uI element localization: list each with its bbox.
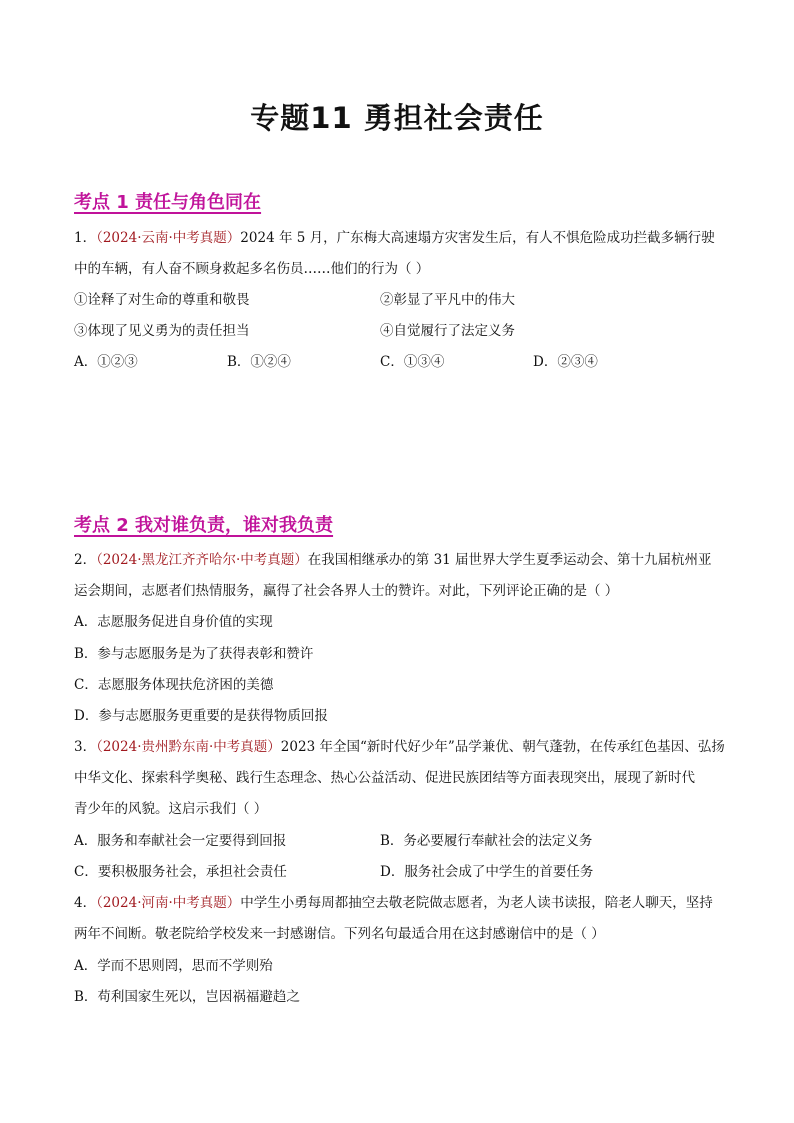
question-text: 在我国相继承办的第 31 届世界大学生夏季运动会、第十九届杭州亚: [307, 552, 712, 568]
question-number: 2．: [74, 552, 97, 568]
question-1-line-1: [74, 229, 715, 247]
question-4-line-1: [74, 894, 713, 912]
statement-2: ②彰显了平凡中的伟大: [380, 292, 515, 308]
question-number: 3．: [74, 739, 97, 755]
option-b: B．苟利国家生死以，岂因祸福避趋之: [74, 989, 300, 1005]
question-source: （2024·贵州黔东南·中考真题）: [96, 739, 281, 755]
question-3-line-2: 中华文化、探索科学奥秘、践行生态理念、热心公益活动、促进民族团结等方面表现突出，展现了新时代: [74, 770, 695, 786]
option-c: C．志愿服务体现扶危济困的美德: [74, 677, 274, 693]
option-a: A．志愿服务促进自身价值的实现: [74, 614, 273, 630]
statement-4: ④自觉履行了法定义务: [380, 323, 515, 339]
question-source: （2024·河南·中考真题）: [96, 895, 241, 911]
section-heading-1: 考点 1 责任与角色同在: [74, 192, 262, 213]
option-d: D．参与志愿服务更重要的是获得物质回报: [74, 708, 328, 724]
section-heading-2: 考点 2 我对谁负责，谁对我负责: [74, 515, 334, 536]
option-b: B．务必要履行奉献社会的法定义务: [380, 833, 593, 849]
option-d: D．服务社会成了中学生的首要任务: [380, 864, 594, 880]
question-2-line-2: 运会期间，志愿者们热情服务，赢得了社会各界人士的赞许。对此，下列评论正确的是（ ）: [74, 583, 619, 599]
option-b: B．①②④: [227, 354, 291, 370]
question-3-line-3: 青少年的风貌。这启示我们（ ）: [74, 801, 268, 817]
option-c: C．要积极服务社会，承担社会责任: [74, 864, 287, 880]
statement-1: ①诠释了对生命的尊重和敬畏: [74, 292, 250, 308]
option-c: C．①③④: [380, 354, 445, 370]
option-a: A．学而不思则罔，思而不学则殆: [74, 958, 273, 974]
question-3-line-1: [74, 738, 725, 756]
option-a: A．服务和奉献社会一定要得到回报: [74, 833, 287, 849]
question-number: 1．: [74, 230, 97, 246]
option-b: B．参与志愿服务是为了获得表彰和赞许: [74, 646, 314, 662]
question-text: 2023 年全国“新时代好少年”品学兼优、朝气蓬勃，在传承红色基因、弘扬: [280, 739, 725, 755]
question-text: 中学生小勇每周都抽空去敬老院做志愿者，为老人读书读报，陪老人聊天，坚持: [240, 895, 713, 911]
question-4-line-2: 两年不间断。敬老院给学校发来一封感谢信。下列名句最适合用在这封感谢信中的是（ ）: [74, 926, 605, 942]
question-1-line-2: 中的车辆，有人奋不顾身救起多名伤员……他们的行为（ ）: [74, 261, 430, 277]
question-number: 4．: [74, 895, 97, 911]
question-2-line-1: [74, 551, 712, 569]
option-d: D．②③④: [533, 354, 598, 370]
page-title: 专题11 勇担社会责任: [250, 101, 544, 135]
statement-3: ③体现了见义勇为的责任担当: [74, 323, 250, 339]
question-text: 2024 年 5 月，广东梅大高速塌方灾害发生后，有人不惧危险成功拦截多辆行驶: [240, 230, 715, 246]
option-a: A．①②③: [74, 354, 138, 370]
question-source: （2024·黑龙江齐齐哈尔·中考真题）: [96, 552, 308, 568]
question-source: （2024·云南·中考真题）: [96, 230, 241, 246]
